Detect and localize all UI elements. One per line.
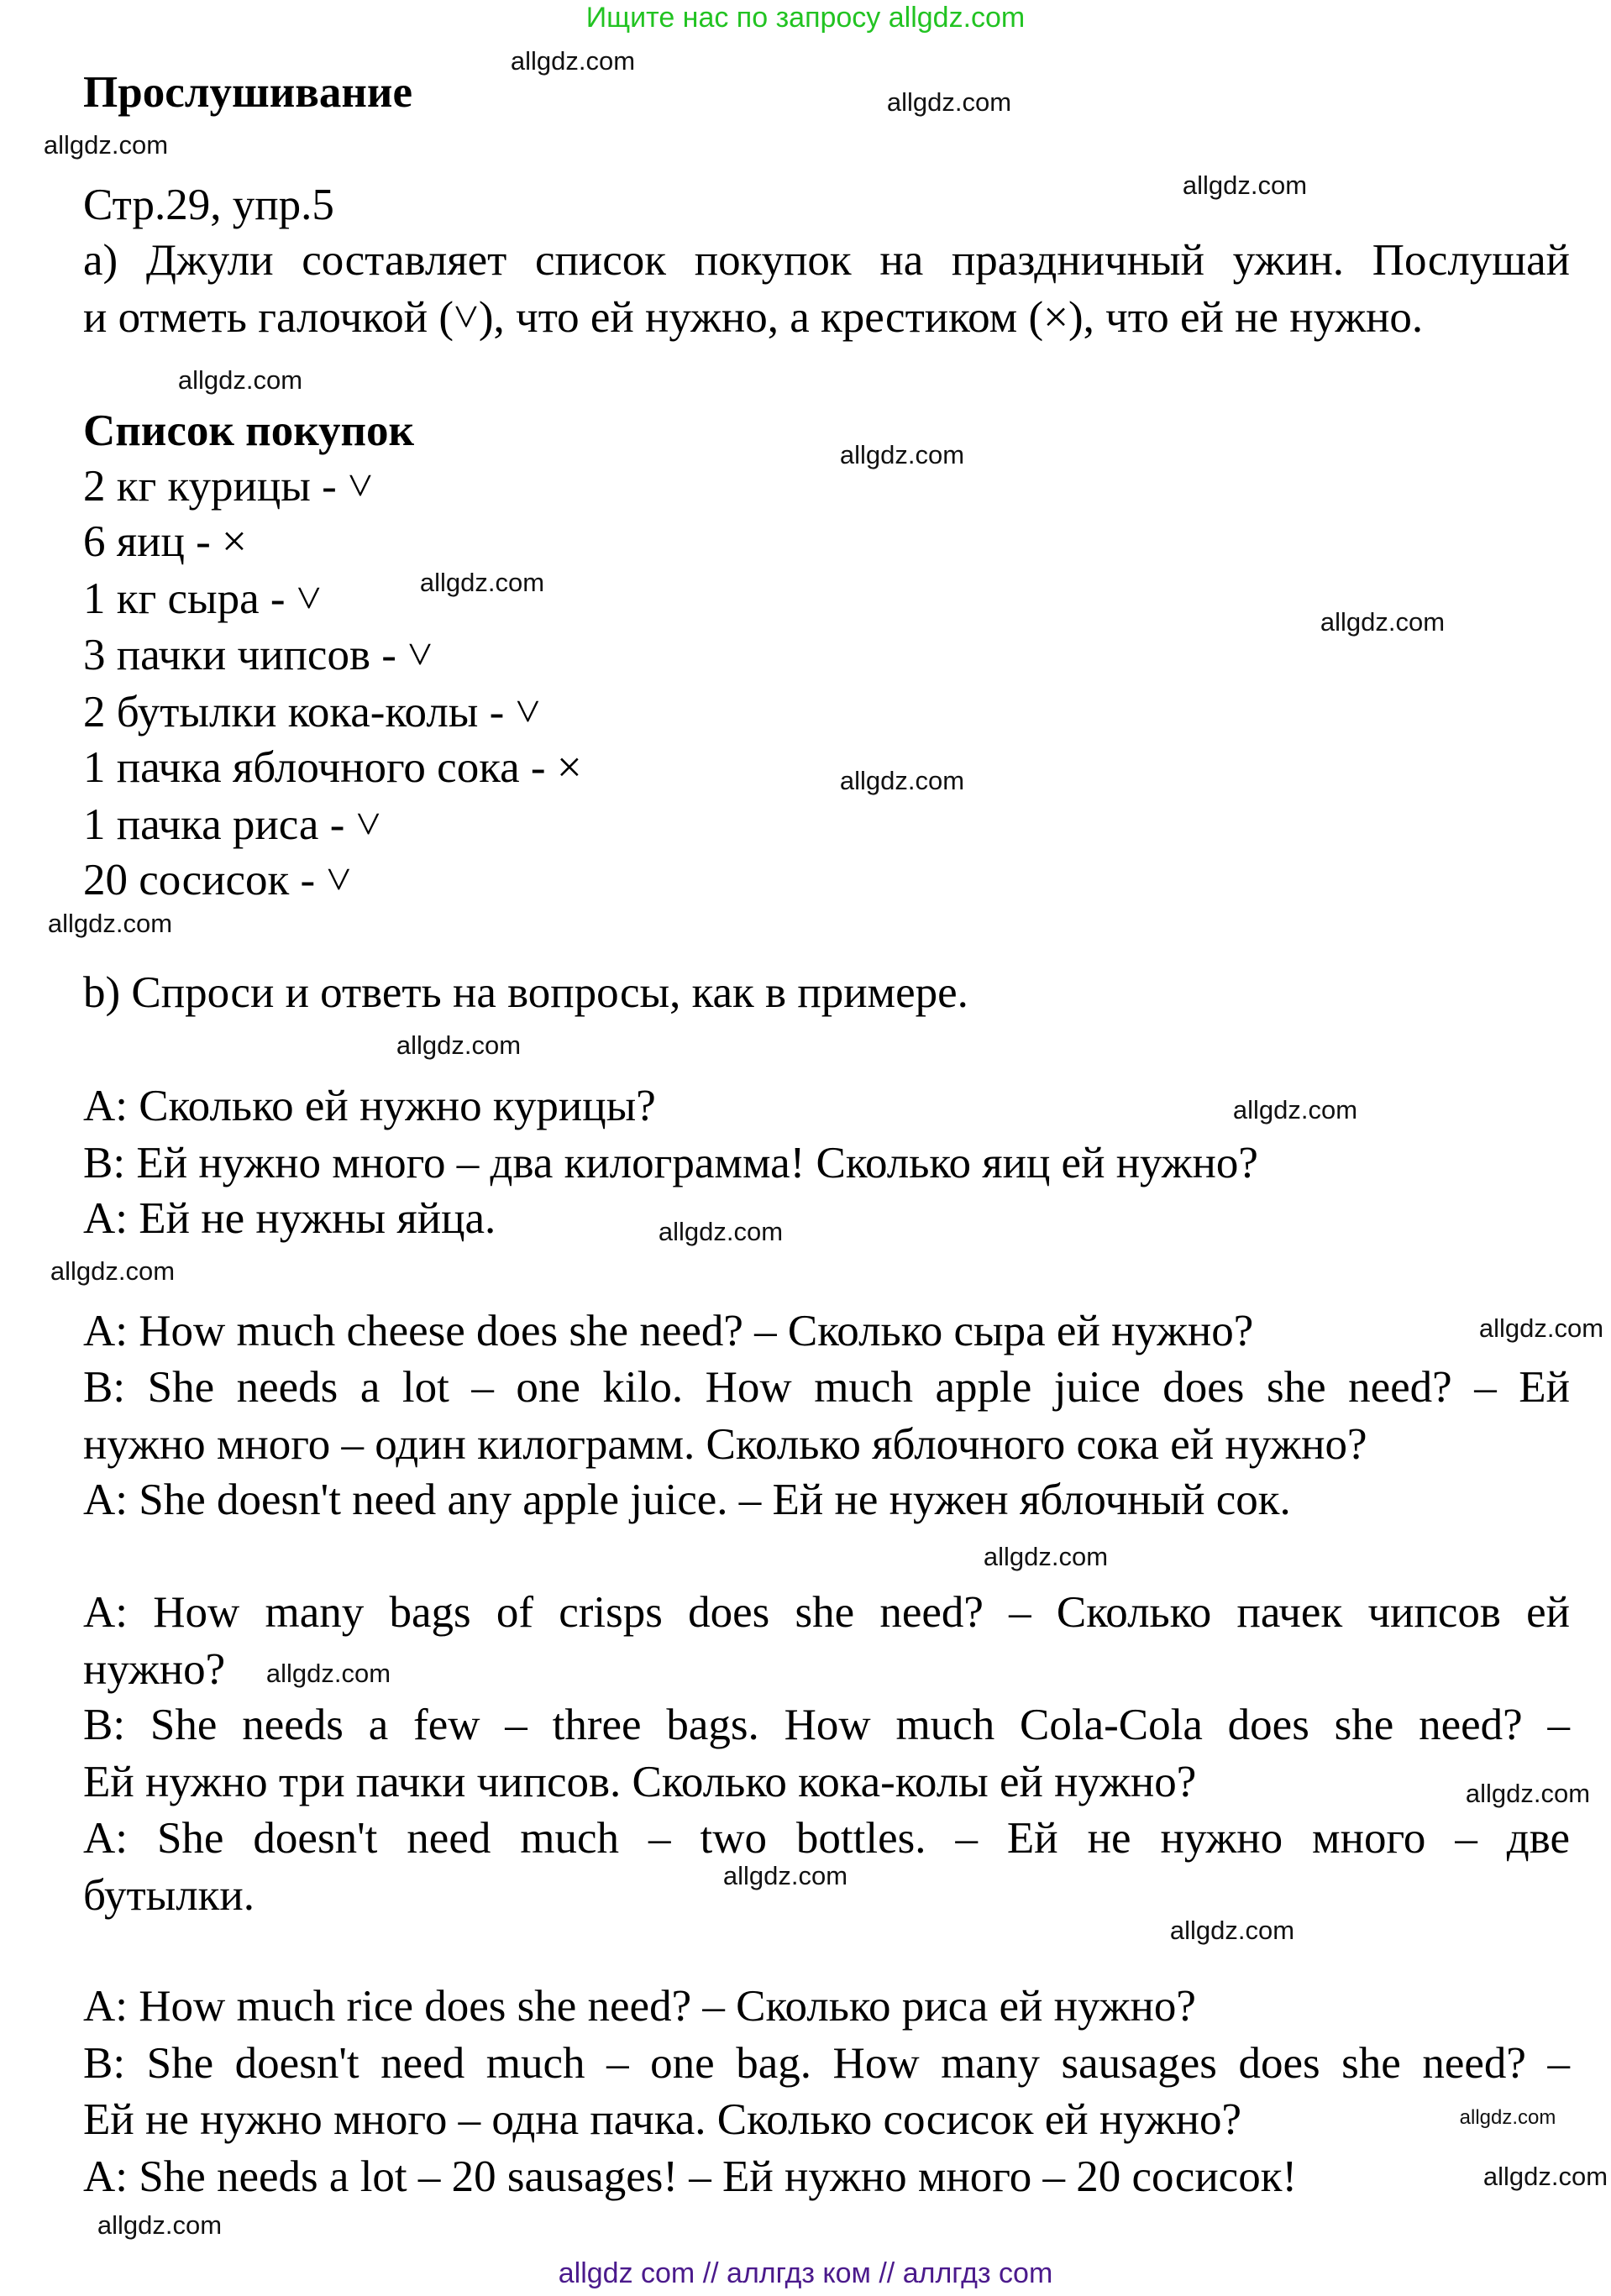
- dialog-line: B: Ей нужно много – два килограмма! Сколько яиц ей нужно?: [83, 1139, 1258, 1187]
- watermark: allgdz.com: [1320, 607, 1446, 637]
- dialog-line: B: She doesn't need much – one bag. How many sausages does she need? –: [83, 2039, 1570, 2088]
- exercise-reference: Стр.29, упр.5: [83, 181, 334, 229]
- watermark: allgdz.com: [1459, 2106, 1556, 2129]
- dialog-line: A: How much cheese does she need? – Сколько сыра ей нужно?: [83, 1307, 1254, 1355]
- footer-banner[interactable]: allgdz com // аллгдз ком // аллгдз com: [558, 2257, 1053, 2289]
- watermark: allgdz.com: [47, 909, 173, 938]
- watermark: allgdz.com: [50, 1256, 176, 1286]
- watermark: allgdz.com: [1232, 1095, 1358, 1124]
- watermark: allgdz.com: [510, 46, 636, 76]
- list-item: 20 сосисок - ˅: [83, 856, 352, 904]
- watermark: allgdz.com: [177, 365, 303, 395]
- dialog-line: A: She needs a lot – 20 sausages! – Ей нужно много – 20 сосисок!: [83, 2152, 1298, 2201]
- dialog-line: A: How much rice does she need? – Сколько риса ей нужно?: [83, 1982, 1196, 2031]
- watermark: allgdz.com: [886, 87, 1012, 117]
- dialog-line: Ей нужно три пачки чипсов. Сколько кока-колы ей нужно?: [83, 1758, 1197, 1806]
- page-title: Прослушивание: [83, 68, 412, 117]
- list-item: 2 кг курицы - ˅: [83, 462, 373, 511]
- watermark: allgdz.com: [983, 1542, 1109, 1571]
- watermark: allgdz.com: [419, 568, 545, 597]
- watermark: allgdz.com: [265, 1659, 391, 1688]
- dialog-line: A: How many bags of crisps does she need? – Сколько пачек чипсов ей: [83, 1588, 1570, 1637]
- dialog-line: B: She needs a lot – one kilo. How much apple juice does she need? – Ей: [83, 1363, 1570, 1412]
- watermark: allgdz.com: [396, 1030, 522, 1060]
- list-item: 1 кг сыра - ˅: [83, 574, 322, 623]
- list-item: 1 пачка риса - ˅: [83, 800, 381, 849]
- dialog-line: A: Ей не нужны яйца.: [83, 1194, 496, 1243]
- watermark: allgdz.com: [1182, 170, 1308, 200]
- task-a-line: и отметь галочкой (˅), что ей нужно, а крестиком (×), что ей не нужно.: [83, 293, 1424, 342]
- dialog-line: Ей не нужно много – одна пачка. Сколько сосисок ей нужно?: [83, 2095, 1242, 2144]
- task-b: b) Спроси и ответь на вопросы, как в примере.: [83, 968, 968, 1017]
- watermark: allgdz.com: [658, 1217, 784, 1246]
- list-item: 6 яиц - ×: [83, 517, 247, 566]
- list-item: 1 пачка яблочного сока - ×: [83, 743, 582, 792]
- watermark: allgdz.com: [1482, 2162, 1608, 2191]
- list-item: 3 пачки чипсов - ˅: [83, 631, 433, 679]
- watermark: allgdz.com: [1465, 1779, 1591, 1808]
- watermark: allgdz.com: [722, 1861, 848, 1890]
- watermark: allgdz.com: [43, 130, 169, 160]
- task-a-line: а) Джули составляет список покупок на праздничный ужин. Послушай: [83, 236, 1570, 285]
- watermark: allgdz.com: [97, 2210, 223, 2240]
- header-banner[interactable]: Ищите нас по запросу allgdz.com: [585, 2, 1026, 34]
- dialog-line: нужно много – один килограмм. Сколько яблочного сока ей нужно?: [83, 1420, 1367, 1469]
- list-item: 2 бутылки кока-колы - ˅: [83, 688, 541, 737]
- dialog-line: бутылки.: [83, 1871, 255, 1920]
- dialog-line: A: She doesn't need any apple juice. – Ей не нужен яблочный сок.: [83, 1476, 1291, 1524]
- dialog-line: A: She doesn't need much – two bottles. – Ей не нужно много – две: [83, 1814, 1570, 1863]
- watermark: allgdz.com: [1169, 1916, 1295, 1945]
- dialog-line: B: She needs a few – three bags. How much Cola-Cola does she need? –: [83, 1701, 1570, 1749]
- dialog-line: A: Сколько ей нужно курицы?: [83, 1082, 656, 1130]
- watermark: allgdz.com: [839, 440, 965, 469]
- dialog-line: нужно?: [83, 1645, 226, 1694]
- watermark: allgdz.com: [839, 766, 965, 795]
- list-title: Список покупок: [83, 406, 415, 455]
- watermark: allgdz.com: [1478, 1313, 1604, 1343]
